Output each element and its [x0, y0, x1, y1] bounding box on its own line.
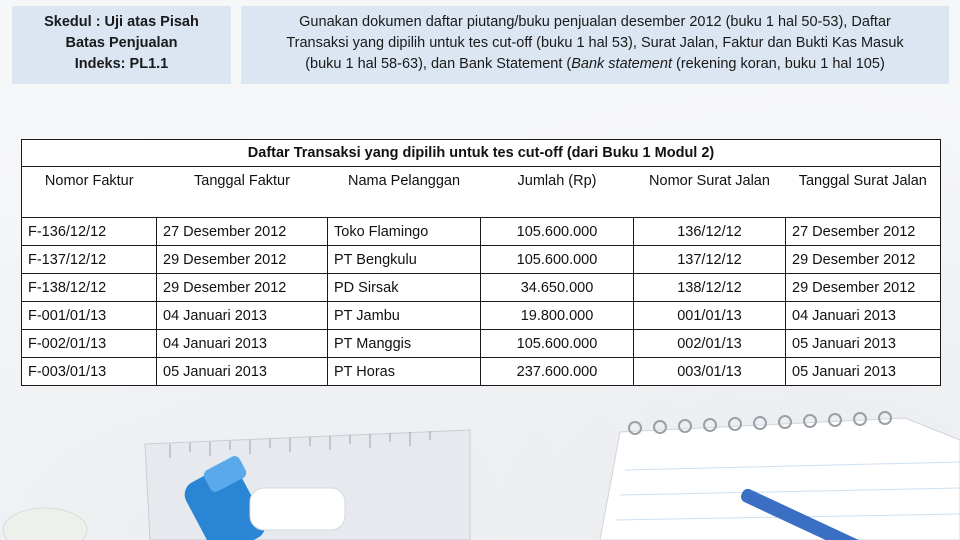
- delivery-date-cell: 29 Desember 2012: [786, 246, 941, 274]
- schedule-info-box: [12, 6, 231, 84]
- instruction-line-3-italic: Bank statement: [571, 56, 672, 72]
- column-header: Nama Pelanggan: [328, 167, 481, 218]
- instruction-line-3-post: (rekening koran, buku 1 hal 105): [671, 56, 885, 72]
- delivery-date-cell: 04 Januari 2013: [786, 302, 941, 330]
- instruction-line-3: [245, 54, 945, 75]
- invoice-number-cell: F-001/01/13: [22, 302, 157, 330]
- table-row: [22, 274, 941, 302]
- invoice-number-cell: F-003/01/13: [22, 358, 157, 386]
- schedule-index: Indeks: PL1.1: [74, 56, 169, 72]
- table-row: [22, 246, 941, 274]
- invoice-date-cell: 29 Desember 2012: [157, 246, 328, 274]
- amount-cell: 19.800.000: [481, 302, 634, 330]
- table-title: Daftar Transaksi yang dipilih untuk tes cut-off (dari Buku 1 Modul 2): [22, 140, 941, 167]
- amount-cell: 105.600.000: [481, 246, 634, 274]
- customer-name-cell: PD Sirsak: [328, 274, 481, 302]
- schedule-subtitle: Batas Penjualan: [65, 35, 178, 51]
- notepad: [600, 418, 960, 540]
- table-body: [22, 218, 941, 386]
- invoice-date-cell: 29 Desember 2012: [157, 274, 328, 302]
- delivery-note-number-cell: 003/01/13: [634, 358, 786, 386]
- invoice-date-cell: 27 Desember 2012: [157, 218, 328, 246]
- cutoff-transactions-table: [21, 139, 941, 386]
- customer-name-cell: PT Bengkulu: [328, 246, 481, 274]
- instruction-line-2: Transaksi yang dipilih untuk tes cut-off (buku 1 hal 53), Surat Jalan, Faktur dan Bukti Kas Masuk: [286, 35, 904, 51]
- column-header: Nomor Faktur: [22, 167, 157, 218]
- customer-name-cell: PT Manggis: [328, 330, 481, 358]
- invoice-date-cell: 04 Januari 2013: [157, 330, 328, 358]
- table-row: [22, 358, 941, 386]
- delivery-note-number-cell: 138/12/12: [634, 274, 786, 302]
- delivery-note-number-cell: 137/12/12: [634, 246, 786, 274]
- customer-name-cell: PT Horas: [328, 358, 481, 386]
- round-lid: [3, 508, 87, 540]
- delivery-note-number-cell: 136/12/12: [634, 218, 786, 246]
- delivery-date-cell: 05 Januari 2013: [786, 358, 941, 386]
- column-header: Jumlah (Rp): [481, 167, 634, 218]
- amount-cell: 105.600.000: [481, 218, 634, 246]
- column-header: Tanggal Surat Jalan: [786, 167, 941, 218]
- instruction-box: [241, 6, 949, 84]
- delivery-note-number-cell: 001/01/13: [634, 302, 786, 330]
- invoice-number-cell: F-002/01/13: [22, 330, 157, 358]
- column-header: Nomor Surat Jalan: [634, 167, 786, 218]
- invoice-number-cell: F-136/12/12: [22, 218, 157, 246]
- invoice-date-cell: 05 Januari 2013: [157, 358, 328, 386]
- white-pen: [250, 488, 345, 530]
- customer-name-cell: PT Jambu: [328, 302, 481, 330]
- delivery-date-cell: 29 Desember 2012: [786, 274, 941, 302]
- amount-cell: 237.600.000: [481, 358, 634, 386]
- stationery-illustration: [0, 400, 960, 540]
- schedule-title: Skedul : Uji atas Pisah: [44, 14, 199, 30]
- delivery-date-cell: 05 Januari 2013: [786, 330, 941, 358]
- invoice-number-cell: F-138/12/12: [22, 274, 157, 302]
- delivery-note-number-cell: 002/01/13: [634, 330, 786, 358]
- customer-name-cell: Toko Flamingo: [328, 218, 481, 246]
- invoice-date-cell: 04 Januari 2013: [157, 302, 328, 330]
- delivery-date-cell: 27 Desember 2012: [786, 218, 941, 246]
- invoice-number-cell: F-137/12/12: [22, 246, 157, 274]
- instruction-line-1: Gunakan dokumen daftar piutang/buku penjualan desember 2012 (buku 1 hal 50-53), Daftar: [299, 14, 891, 30]
- table-header-row: [22, 167, 941, 218]
- amount-cell: 34.650.000: [481, 274, 634, 302]
- column-header: Tanggal Faktur: [157, 167, 328, 218]
- instruction-line-3-pre: (buku 1 hal 58-63), dan Bank Statement (: [305, 56, 572, 72]
- table-row: [22, 302, 941, 330]
- table-row: [22, 218, 941, 246]
- amount-cell: 105.600.000: [481, 330, 634, 358]
- table-row: [22, 330, 941, 358]
